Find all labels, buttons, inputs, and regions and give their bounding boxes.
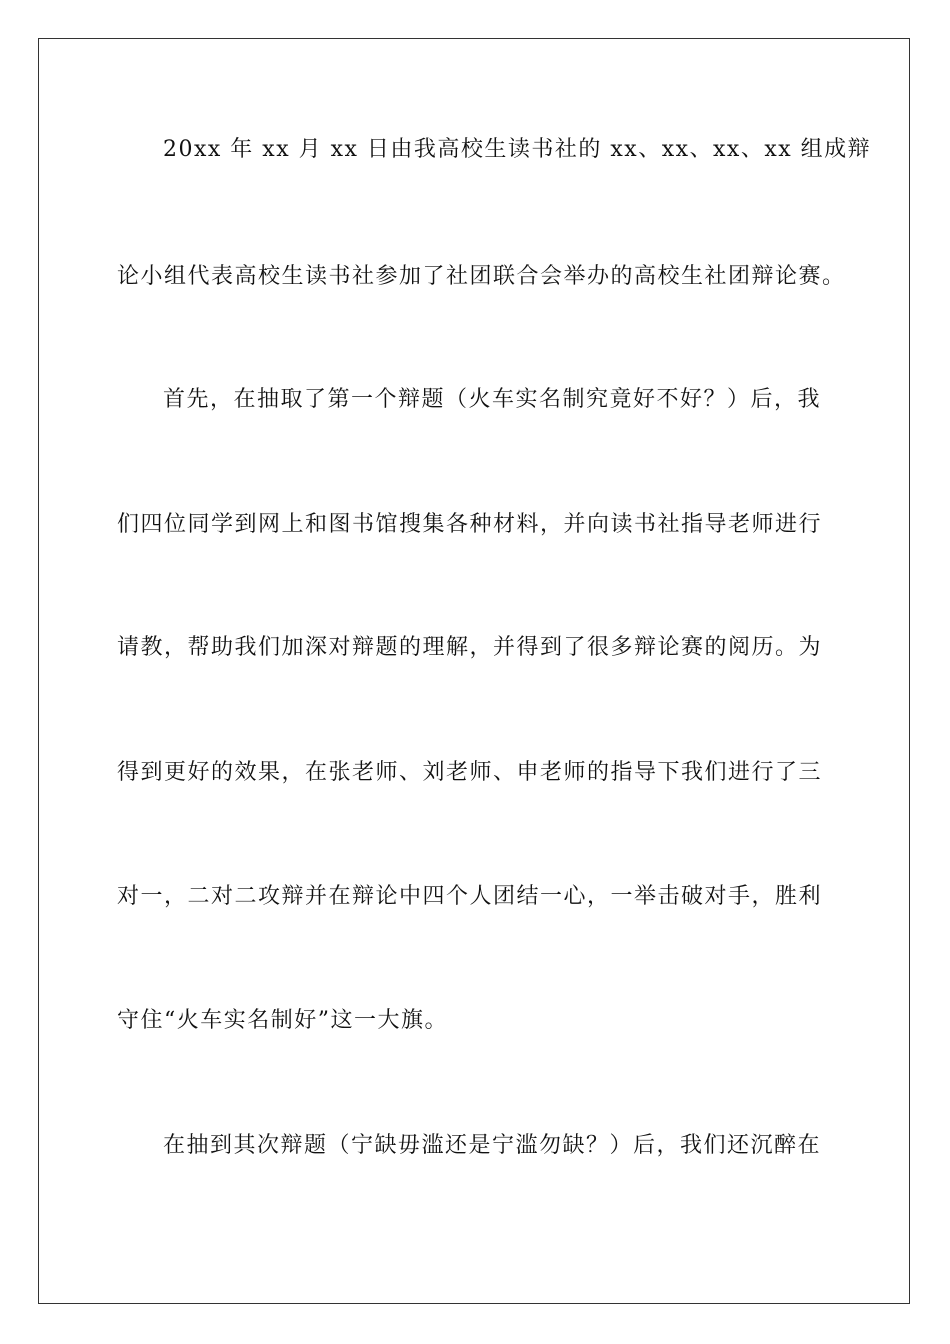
- paragraph-2-line-1: 首先，在抽取了第一个辩题（火车实名制究竟好不好？）后，我: [163, 387, 822, 412]
- paragraph-2-line-2: 们四位同学到网上和图书馆搜集各种材料，并向读书社指导老师进行: [117, 512, 823, 537]
- paragraph-2-line-6: 守住“火车实名制好”这一大旗。: [117, 1008, 448, 1033]
- paragraph-2-line-5: 对一，二对二攻辩并在辩论中四个人团结一心，一举击破对手，胜利: [117, 884, 823, 909]
- paragraph-2-line-3: 请教，帮助我们加深对辩题的理解，并得到了很多辩论赛的阅历。为: [117, 635, 823, 660]
- paragraph-1-line-2: 论小组代表高校生读书社参加了社团联合会举办的高校生社团辩论赛。: [117, 264, 846, 289]
- paragraph-1-line-1: 20xx 年 xx 月 xx 日由我高校生读书社的 xx、xx、xx、xx 组成辩: [163, 137, 872, 162]
- page-border: [38, 38, 910, 1304]
- paragraph-2-line-4: 得到更好的效果，在张老师、刘老师、申老师的指导下我们进行了三: [117, 760, 823, 785]
- paragraph-3-line-1: 在抽到其次辩题（宁缺毋滥还是宁滥勿缺？）后，我们还沉醉在: [163, 1133, 822, 1158]
